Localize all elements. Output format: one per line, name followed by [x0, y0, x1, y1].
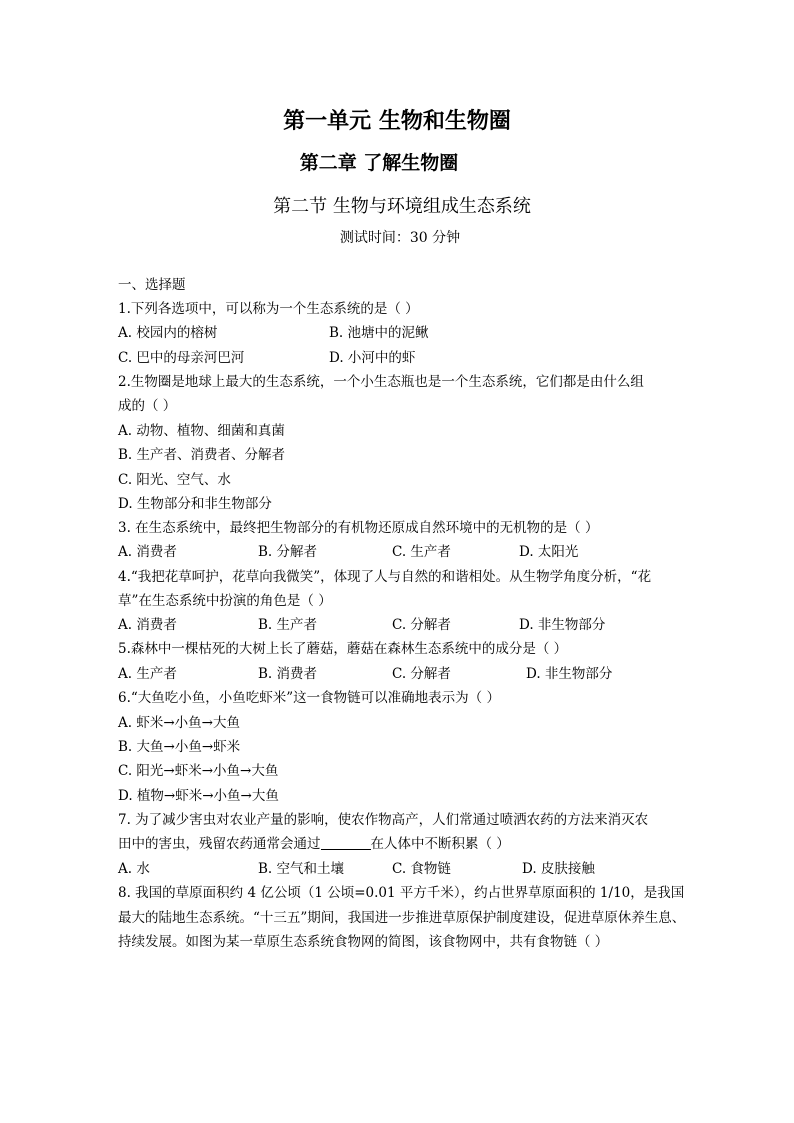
question-7-stem: 7. 为了减少害虫对农业产量的影响，使农作物高产，人们常通过喷洒农药的方法来消灭农 — [118, 812, 649, 828]
q3-option-b: B. 分解者 — [258, 544, 318, 560]
chapter-title: 第二章 了解生物圈 — [299, 152, 459, 174]
q1-option-a: A. 校园内的榕树 — [118, 325, 218, 341]
question-1-stem: 1.下列各选项中，可以称为一个生态系统的是（ ） — [118, 301, 419, 317]
question-4-stem: 4.“我把花草呵护，花草向我微笑”，体现了人与自然的和谐相处。从生物学角度分析，“花 — [118, 569, 652, 585]
q1-option-c: C. 巴中的母亲河巴河 — [118, 350, 245, 366]
q7-option-b: B. 空气和土壤 — [258, 861, 345, 877]
question-5-stem: 5.森林中一棵枯死的大树上长了蘑菇，蘑菇在森林生态系统中的成分是（ ） — [118, 641, 568, 657]
q4-option-c: C. 分解者 — [392, 617, 451, 633]
q7-text-before-blank: 田中的害虫，残留农药通常会通过 — [118, 836, 321, 852]
q7-option-d: D. 皮肤接触 — [522, 861, 595, 877]
q2-option-b: B. 生产者、消费者、分解者 — [118, 447, 286, 463]
q6-option-a: A. 虾米→小鱼→大鱼 — [118, 715, 240, 731]
question-3-stem: 3. 在生态系统中，最终把生物部分的有机物还原成自然环境中的无机物的是（ ） — [118, 520, 599, 536]
question-8-stem: 8. 我国的草原面积约 4 亿公顷（1 公顷=0.01 平方千米），约占世界草原面积的 1/10，是我国 — [118, 885, 685, 901]
q7-text-after-blank: 在人体中不断积累（ ） — [370, 836, 510, 852]
question-8-stem-cont-2: 持续发展。如图为某一草原生态系统食物网的简图，该食物网中，共有食物链（ ） — [118, 934, 609, 950]
q2-option-c: C. 阳光、空气、水 — [118, 472, 231, 488]
q5-option-d: D. 非生物部分 — [526, 666, 613, 682]
q5-option-b: B. 消费者 — [258, 666, 318, 682]
q6-option-c: C. 阳光→虾米→小鱼→大鱼 — [118, 763, 279, 779]
q4-option-d: D. 非生物部分 — [519, 617, 606, 633]
question-2-stem-cont: 成的（ ） — [118, 398, 177, 414]
answer-blank — [321, 835, 371, 850]
q4-option-b: B. 生产者 — [258, 617, 318, 633]
unit-title: 第一单元 生物和生物圈 — [283, 109, 511, 134]
section-heading: 一、选择题 — [118, 277, 186, 293]
q2-option-a: A. 动物、植物、细菌和真菌 — [118, 423, 285, 439]
q7-option-a: A. 水 — [118, 861, 150, 877]
q1-option-d: D. 小河中的虾 — [329, 350, 416, 366]
question-4-stem-cont: 草”在生态系统中扮演的角色是（ ） — [118, 593, 332, 609]
q5-option-c: C. 分解者 — [392, 666, 451, 682]
question-2-stem: 2.生物圈是地球上最大的生态系统，一个小生态瓶也是一个生态系统，它们都是由什么组 — [118, 374, 644, 390]
q1-option-b: B. 池塘中的泥鳅 — [329, 325, 429, 341]
q6-option-b: B. 大鱼→小鱼→虾米 — [118, 739, 241, 755]
q2-option-d: D. 生物部分和非生物部分 — [118, 496, 272, 512]
question-8-stem-cont: 最大的陆地生态系统。“十三五”期间，我国进一步推进草原保护制度建设，促进草原休养生息、 — [118, 910, 686, 926]
q3-option-a: A. 消费者 — [118, 544, 177, 560]
test-time: 测试时间：30 分钟 — [339, 230, 461, 246]
question-6-stem: 6.“大鱼吃小鱼，小鱼吃虾米”这一食物链可以准确地表示为（ ） — [118, 690, 500, 706]
q7-option-c: C. 食物链 — [392, 861, 451, 877]
section-title: 第二节 生物与环境组成生态系统 — [273, 196, 531, 217]
question-7-stem-cont — [118, 835, 510, 853]
q4-option-a: A. 消费者 — [118, 617, 177, 633]
q6-option-d: D. 植物→虾米→小鱼→大鱼 — [118, 788, 279, 804]
q3-option-c: C. 生产者 — [392, 544, 451, 560]
q5-option-a: A. 生产者 — [118, 666, 177, 682]
q3-option-d: D. 太阳光 — [519, 544, 579, 560]
